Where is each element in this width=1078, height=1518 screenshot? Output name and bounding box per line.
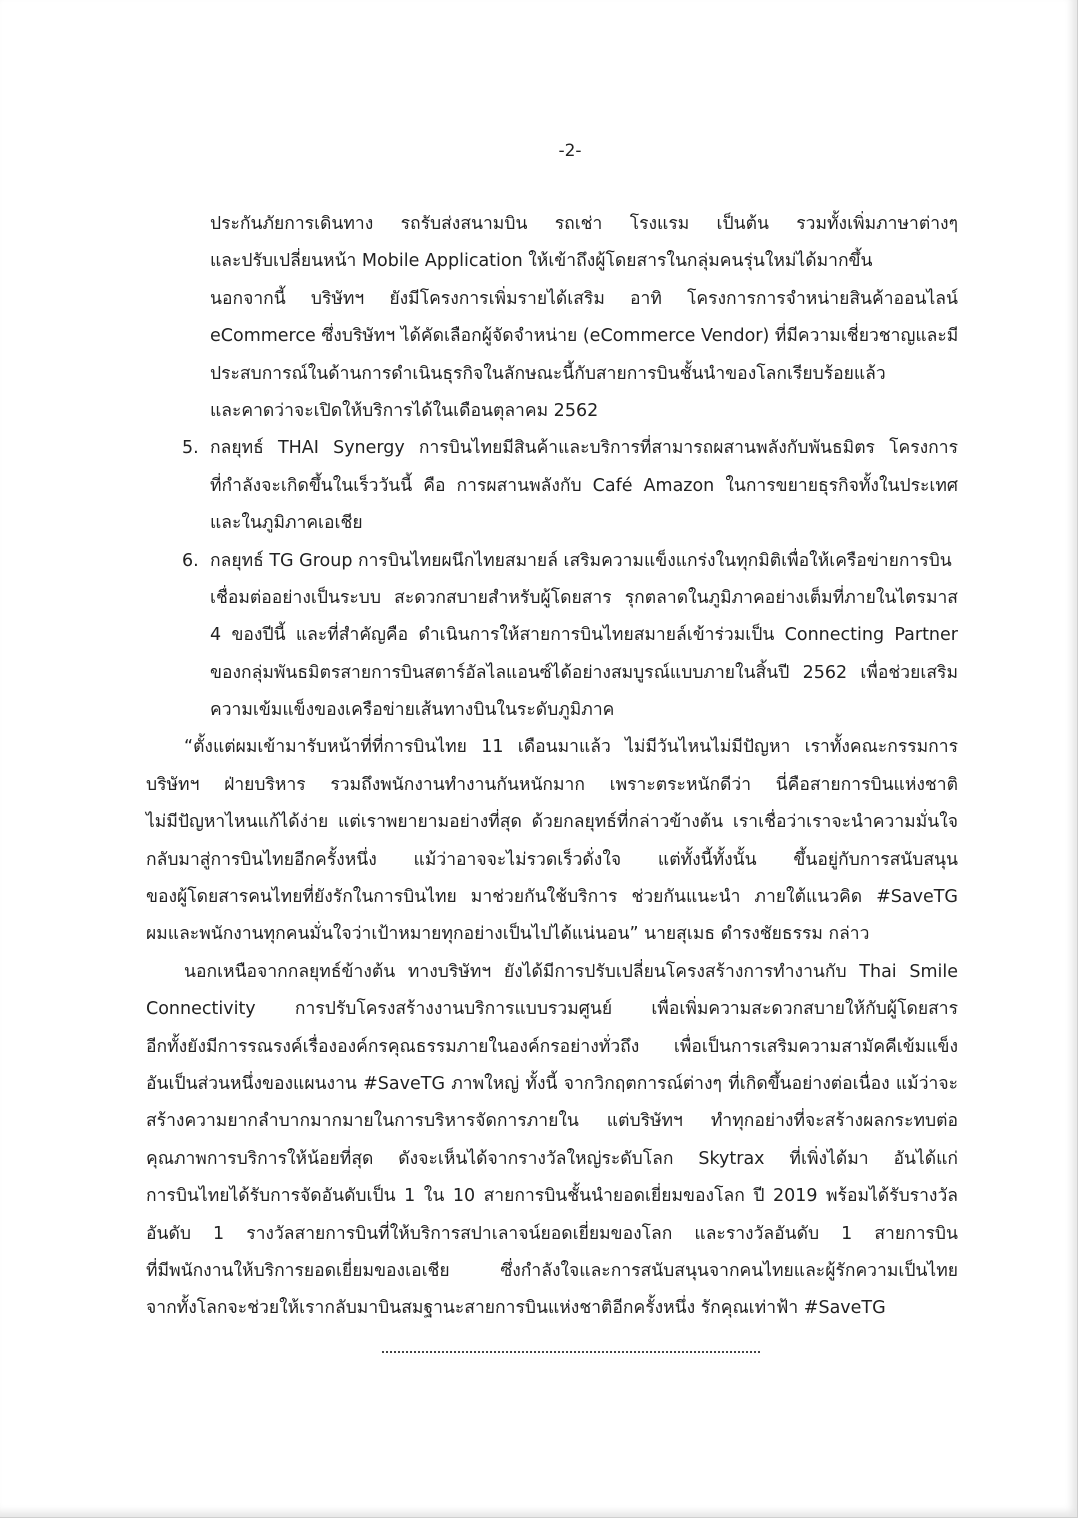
end-dotted-rule — [382, 1351, 760, 1353]
text-line: กลับมาสู่การบินไทยอีกครั้งหนึ่ง แม้ว่าอาจจะไม่รวดเร็วดั่งใจ แต่ทั้งนี้ทั้งนั้น ขึ้นอยู่กับการสนับสนุน — [146, 849, 958, 870]
text-line: เชื่อมต่ออย่างเป็นระบบ สะดวกสบายสำหรับผู้โดยสาร รุกตลาดในภูมิภาคอย่างเต็มที่ภายในไตรมาส — [210, 587, 958, 608]
text-line: อันดับ 1 รางวัลสายการบินที่ให้บริการสปาเลาจน์ยอดเยี่ยมของโลก และรางวัลอันดับ 1 สายการบิน — [146, 1223, 958, 1244]
document-body — [146, 206, 958, 1328]
text-line: ของกลุ่มพันธมิตรสายการบินสตาร์อัลไลแอนซ์ได้อย่างสมบูรณ์แบบภายในสิ้นปี 2562 เพื่อช่วยเสริม — [210, 662, 958, 683]
text-line: และในภูมิภาคเอเชีย — [210, 513, 363, 534]
text-line: ผมและพนักงานทุกคนมั่นใจว่าเป้าหมายทุกอย่างเป็นไปได้แน่นอน” นายสุเมธ ดำรงชัยธรรม กล่าว — [146, 924, 870, 945]
text-line: eCommerce ซึ่งบริษัทฯ ได้คัดเลือกผู้จัดจำหน่าย (eCommerce Vendor) ที่มีความเชี่ยวชาญและมี — [210, 326, 959, 347]
text-line: ที่กำลังจะเกิดขึ้นในเร็ววันนี้ คือ การผสานพลังกับ Café Amazon ในการขยายธุรกิจทั้งในประเทศ — [210, 475, 958, 496]
text-line: ความเข้มแข็งของเครือข่ายเส้นทางบินในระดับภูมิภาค — [210, 700, 615, 721]
list-item-5 — [146, 430, 958, 542]
text-line: คุณภาพการบริการให้น้อยที่สุด ดังจะเห็นได้จากรางวัลใหญ่ระดับโลก Skytrax ที่เพิ่งได้มา อันได้แก่ — [146, 1148, 958, 1169]
text-line: กลยุทธ์ TG Group การบินไทยผนึกไทยสมายล์ เสริมความแข็งแกร่งในทุกมิติเพื่อให้เครือข่ายการบิน — [210, 550, 952, 571]
text-line: การบินไทยได้รับการจัดอันดับเป็น 1 ใน 10 สายการบินชั้นนำยอดเยี่ยมของโลก ปี 2019 พร้อมได้รับรางวัล — [146, 1186, 958, 1207]
list-number: 5. — [182, 438, 199, 459]
text-line: จากทั้งโลกจะช่วยให้เรากลับมาบินสมฐานะสายการบินแห่งชาติอีกครั้งหนึ่ง รักคุณเท่าฟ้า #SaveTG — [146, 1298, 886, 1319]
text-line: บริษัทฯ ฝ่ายบริหาร รวมถึงพนักงานทำงานกันหนักมาก เพราะตระหนักดีว่า นี่คือสายการบินแห่งชาติ — [146, 774, 958, 795]
text-line: อันเป็นส่วนหนึ่งของแผนงาน #SaveTG ภาพใหญ่ ทั้งนี้ จากวิกฤตการณ์ต่างๆ ที่เกิดขึ้นอย่างต่อเนื่อง แม้ว่าจะ — [146, 1073, 958, 1094]
text-line: “ตั้งแต่ผมเข้ามารับหน้าที่ที่การบินไทย 11 เดือนมาแล้ว ไม่มีวันไหนไม่มีปัญหา เราทั้งคณะกรรมการ — [184, 737, 958, 758]
text-line: 4 ของปีนี้ และที่สำคัญคือ ดำเนินการให้สายการบินไทยสมายล์เข้าร่วมเป็น Connecting Partner — [210, 625, 958, 646]
list-item-first-line — [146, 543, 958, 580]
list-number: 6. — [182, 550, 199, 571]
text-line: ไม่มีปัญหาไหนแก้ได้ง่าย แต่เราพยายามอย่างที่สุด ด้วยกลยุทธ์ที่กล่าวข้างต้น เราเชื่อว่าเราจะนำความมั่นใจ — [146, 812, 958, 833]
text-line: นอกจากนี้ บริษัทฯ ยังมีโครงการเพิ่มรายได้เสริม อาทิ โครงการการจำหน่ายสินค้าออนไลน์ — [210, 288, 958, 309]
page-number: -2- — [558, 141, 582, 161]
text-line: อีกทั้งยังมีการรณรงค์เรื่ององค์กรคุณธรรมภายในองค์กรอย่างทั่วถึง เพื่อเป็นการเสริมความสามัคคีเข้มแข็ง — [146, 1036, 958, 1057]
quote-paragraph — [146, 729, 958, 953]
intro-paragraph — [146, 206, 958, 430]
text-line: สร้างความยากลำบากมากมายในการบริหารจัดการภายใน แต่บริษัทฯ ทำทุกอย่างที่จะสร้างผลกระทบต่อ — [146, 1111, 958, 1132]
text-line: ของผู้โดยสารคนไทยที่ยังรักในการบินไทย มาช่วยกันใช้บริการ ช่วยกันแนะนำ ภายใต้แนวคิด #SaveTG — [146, 887, 958, 908]
text-line: ประกันภัยการเดินทาง รถรับส่งสนามบิน รถเช่า โรงแรม เป็นต้น รวมทั้งเพิ่มภาษาต่างๆ — [210, 214, 958, 234]
text-line: ที่มีพนักงานให้บริการยอดเยี่ยมของเอเชีย ซึ่งกำลังใจและการสนับสนุนจากคนไทยและผู้รักความเป็นไทย — [146, 1260, 958, 1281]
text-line: และคาดว่าจะเปิดให้บริการได้ในเดือนตุลาคม 2562 — [210, 400, 599, 421]
text-line: กลยุทธ์ THAI Synergy การบินไทยมีสินค้าและบริการที่สามารถผสานพลังกับพันธมิตร โครงการ — [210, 438, 958, 459]
text-line: และปรับเปลี่ยนหน้า Mobile Application ให้เข้าถึงผู้โดยสารในกลุ่มคนรุ่นใหม่ได้มากขึ้น — [210, 251, 873, 272]
text-line: Connectivity การปรับโครงสร้างงานบริการแบบรวมศูนย์ เพื่อเพิ่มความสะดวกสบายให้กับผู้โดยสาร — [146, 999, 958, 1020]
text-line: ประสบการณ์ในด้านการดำเนินธุรกิจในลักษณะนี้กับสายการบินชั้นนำของโลกเรียบร้อยแล้ว — [210, 363, 886, 384]
list-item-first-line — [146, 430, 958, 467]
list-item-6 — [146, 543, 958, 730]
closing-paragraph — [146, 954, 958, 1328]
text-line: นอกเหนือจากกลยุทธ์ข้างต้น ทางบริษัทฯ ยังได้มีการปรับเปลี่ยนโครงสร้างการทำงานกับ Thai Smile — [184, 961, 958, 982]
